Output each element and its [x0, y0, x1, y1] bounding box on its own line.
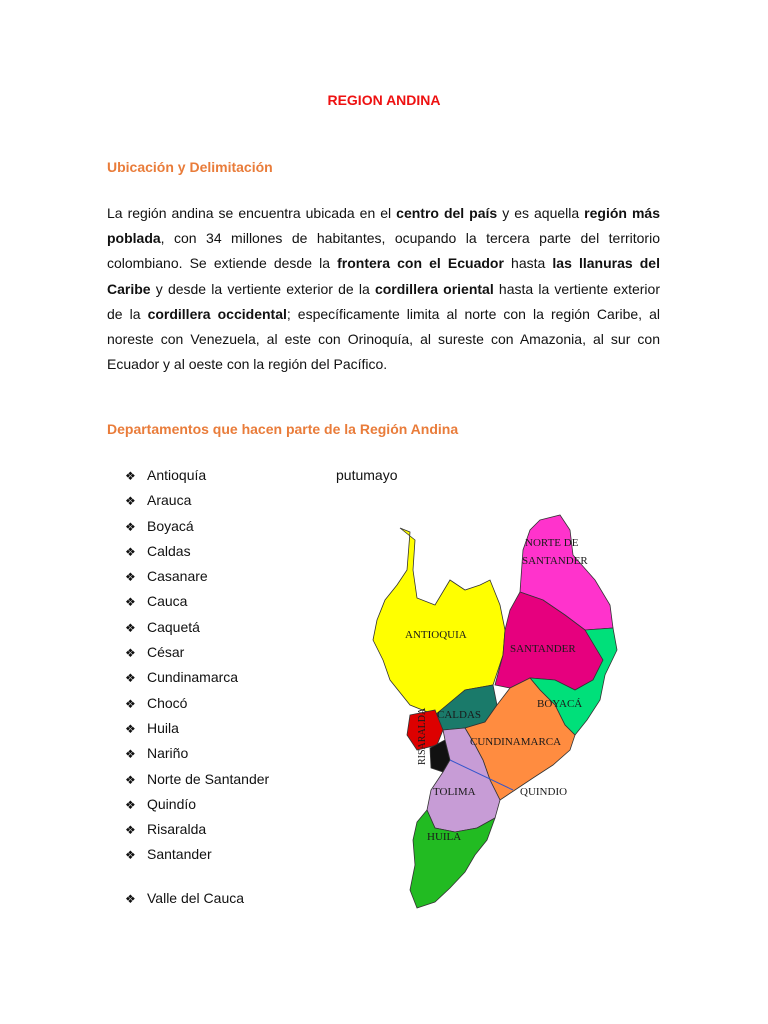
department-list — [125, 463, 269, 911]
section-heading-departments: Departamentos que hacen parte de la Región Andina — [107, 421, 459, 437]
andean-region-map — [355, 510, 620, 910]
department-name: Caldas — [147, 542, 191, 559]
page-title: REGION ANDINA — [327, 92, 441, 108]
department-name: Quindío — [147, 795, 197, 812]
department-list-item — [125, 716, 269, 741]
para-bold: cordillera oriental — [374, 280, 494, 297]
para-bold: centro del país — [396, 205, 498, 221]
department-list-item — [125, 691, 269, 716]
department-list-item — [125, 589, 269, 614]
label-cundinamarca: CUNDINAMARCA — [470, 736, 562, 748]
department-name: Risaralda — [147, 821, 207, 838]
label-tolima: TOLIMA — [433, 786, 476, 798]
label-caldas: CALDAS — [437, 709, 482, 721]
diamond-bullet-icon: ❖ — [125, 671, 136, 686]
location-paragraph — [107, 201, 660, 377]
department-list-item — [125, 514, 269, 539]
department-list-item — [125, 741, 269, 766]
department-name: Antioquía — [147, 467, 207, 483]
diamond-bullet-icon: ❖ — [125, 595, 136, 610]
label-risaralda: RISARALDA — [417, 707, 428, 765]
para-text: , con 34 millones de habitantes, ocupando la tercera parte del territorio colombiano. Se extiende desde la — [107, 230, 660, 272]
section-heading-location: Ubicación y Delimitación — [107, 159, 273, 175]
label-santander: SANTANDER — [510, 643, 576, 655]
diamond-bullet-icon: ❖ — [125, 848, 136, 863]
department-name: César — [147, 644, 185, 661]
para-text: ; específicamente limita al norte con la región Caribe, al noreste con Venezuela, al este con Orinoquía, al sureste con Amazonia, al sur con Ecuador y al oeste con la región del Pacífico. — [107, 305, 660, 373]
diamond-bullet-icon: ❖ — [125, 891, 136, 906]
department-name: Norte de Santander — [147, 770, 270, 787]
department-name: Valle del Cauca — [147, 889, 245, 906]
para-text: La región andina se encuentra ubicada en el — [107, 205, 397, 221]
department-list-item — [125, 640, 269, 665]
diamond-bullet-icon: ❖ — [125, 797, 136, 812]
para-bold: las llanuras del Caribe — [107, 255, 660, 297]
label-boyaca: BOYACÁ — [537, 698, 583, 710]
department-name: Huila — [147, 719, 179, 736]
department-name: Chocó — [147, 694, 188, 711]
label-huila: HUILA — [427, 831, 462, 843]
department-list-item — [125, 767, 269, 792]
department-list-item — [125, 488, 269, 513]
label-antioquia: ANTIOQUIA — [405, 629, 467, 641]
diamond-bullet-icon: ❖ — [125, 544, 136, 559]
department-list-item — [125, 615, 269, 640]
department-name: Cundinamarca — [147, 669, 239, 686]
department-list-item — [125, 665, 269, 690]
para-text: hasta la vertiente exterior de la — [107, 280, 660, 322]
department-name: Nariño — [147, 745, 189, 762]
diamond-bullet-icon: ❖ — [125, 696, 136, 711]
department-name: Boyacá — [147, 517, 194, 534]
side-note: putumayo — [336, 467, 398, 483]
label-norte-de-santander-1: NORTE DE — [525, 537, 579, 549]
para-bold: cordillera occidental — [147, 305, 287, 322]
department-list-item — [125, 463, 269, 488]
department-list-item — [125, 792, 269, 817]
diamond-bullet-icon: ❖ — [125, 823, 136, 838]
para-text: hasta — [503, 255, 553, 272]
diamond-bullet-icon: ❖ — [125, 772, 136, 787]
department-name: Caquetá — [147, 618, 200, 635]
department-list-item — [125, 564, 269, 589]
diamond-bullet-icon: ❖ — [125, 721, 136, 736]
diamond-bullet-icon: ❖ — [125, 620, 136, 635]
diamond-bullet-icon: ❖ — [125, 494, 136, 509]
department-list-item — [125, 539, 269, 564]
department-name: Casanare — [147, 568, 208, 585]
diamond-bullet-icon: ❖ — [125, 519, 136, 534]
label-norte-de-santander-2: SANTANDER — [522, 555, 588, 567]
label-quindio: QUINDIO — [520, 786, 568, 798]
department-name: Santander — [147, 846, 212, 863]
department-name: Cauca — [147, 593, 188, 610]
para-text: y es aquella — [497, 205, 585, 221]
department-list-item — [125, 842, 269, 867]
department-list-item — [125, 886, 269, 911]
diamond-bullet-icon: ❖ — [125, 747, 136, 762]
diamond-bullet-icon: ❖ — [125, 570, 136, 585]
diamond-bullet-icon: ❖ — [125, 646, 136, 661]
department-name: Arauca — [147, 492, 192, 509]
para-bold: región más poblada — [107, 205, 660, 247]
para-bold: frontera con el Ecuador — [337, 255, 504, 272]
diamond-bullet-icon: ❖ — [125, 469, 136, 483]
para-text: y desde la vertiente exterior de la — [150, 280, 375, 297]
department-list-item — [125, 817, 269, 842]
